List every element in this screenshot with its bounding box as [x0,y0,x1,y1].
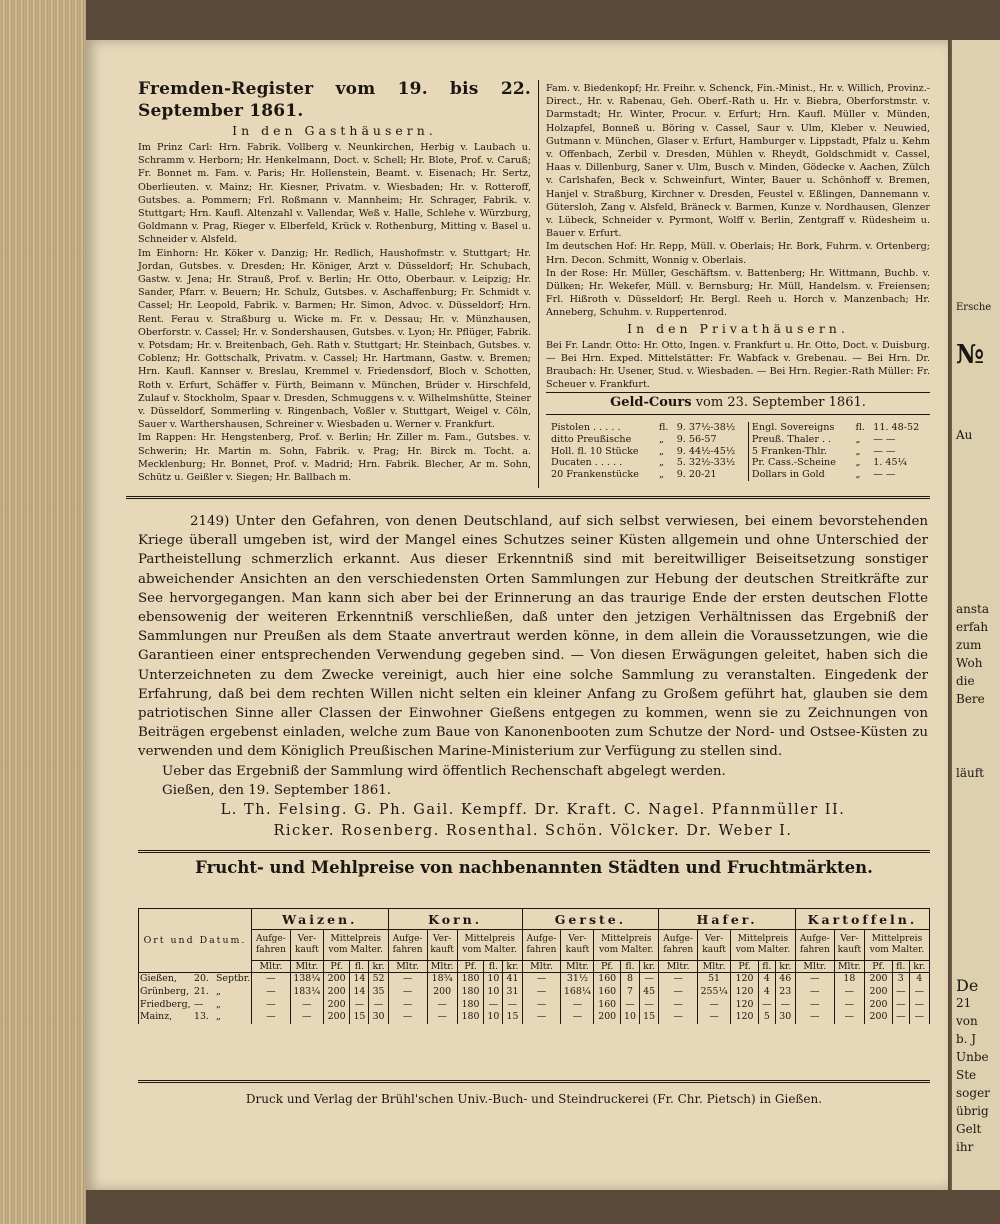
price-cell: 41 [503,973,522,986]
fremden-register-right-column [546,82,930,391]
group-waizen: Waizen. [252,909,389,930]
price-cell: 18 [834,973,864,986]
price-cell: — [698,999,731,1012]
subheader-mittel: Mittelpreis vom Malter. [731,930,796,961]
prices-title: Frucht- und Mehlpreise von nachbenannten Städten und Fruchtmärkten. [195,858,873,877]
facing-line: soger [956,1086,990,1100]
section-rule-3 [138,1080,930,1083]
geld-rule-mid [546,414,930,415]
geld-cours-title-main: Geld-Cours [610,395,692,410]
notice-date: Gießen, den 19. September 1861. [162,782,392,798]
subheader-ver: Ver-kauft [561,930,594,961]
subheader-mittel: Mittelpreis vom Malter. [864,930,929,961]
price-cell: — [388,1011,427,1024]
price-cell: — [909,986,929,999]
price-cell: — [775,999,795,1012]
geld-cours-cell-val2: 1. 45¼ [873,457,907,469]
price-cell: — [795,986,834,999]
price-cell: — [909,999,929,1012]
price-cell: — [561,999,594,1012]
price-cell: 18¾ [427,973,457,986]
notice-signatures-line-2: Ricker. Rosenberg. Rosenthal. Schön. Völcker. Dr. Weber I. [273,823,793,840]
price-cell: 180 [457,1011,484,1024]
geld-cours-cell-val: 9. 56-57 [676,433,717,445]
unit-header-mltr: Mltr. [659,961,698,973]
geld-cours-cell-cur2: „ [855,445,861,457]
price-row-tag: 20. [194,973,209,984]
unit-header-kr: kr. [369,961,388,973]
price-cell: 14 [350,986,369,999]
price-row-mon: „ [216,998,221,1010]
price-cell: 200 [864,999,892,1012]
column-divider [538,80,539,488]
geld-cours-table [548,422,930,481]
price-row-mon: „ [216,985,221,997]
privathaeuser-heading: In den Privathäusern. [627,320,849,336]
geld-cours-cell-val: 5. 32½-33½ [676,457,736,469]
price-cell: 8 [620,973,639,986]
price-cell: 46 [775,973,795,986]
subheader-ver: Ver-kauft [290,930,323,961]
facing-line: Bere [956,692,985,706]
fremden-register-title: Fremden-Register vom 19. bis 22. September 1861. [138,79,531,121]
geld-cours-cell-cur2: „ [855,433,861,445]
price-cell: 52 [369,973,388,986]
price-cell: — [427,999,457,1012]
price-cell: 10 [620,1011,639,1024]
geld-cours-cell-cur2: fl. [855,422,865,433]
price-cell: — [522,1011,561,1024]
unit-header-mltr: Mltr. [795,961,834,973]
section-rule-1 [126,496,930,499]
price-cell: — [759,999,776,1012]
price-cell: 45 [639,986,658,999]
imprint-footer: Druck und Verlag der Brühl'schen Univ.-Buch- und Steindruckerei (Fr. Chr. Pietsch) in Gießen. [245,1092,823,1106]
notice-2149 [138,512,928,842]
facing-line: ihr [956,1140,974,1154]
price-cell: — [252,1011,291,1024]
price-row [139,973,930,986]
price-cell: — [909,1011,929,1024]
geld-cours-cell-name2: Engl. Sovereigns [748,422,852,434]
unit-header-fl: fl. [620,961,639,973]
price-row-mon: Septbr. [216,973,251,984]
facing-page-fragment [950,40,1000,1190]
price-cell: 15 [350,1011,369,1024]
notice-body: 2149) Unter den Gefahren, von denen Deutschland, auf sich selbst verwiesen, bei einem bevorstehenden Kriege überall umgeben ist, wird der Mangel eines Schutzes seiner Küsten allgemein und ohne Unterschied der Partheistellung schmerzlich erkannt. Aus dieser Erkenntniß sind mit bereitwilliger Beiseitsetzung sonstiger abweichender Ansichten an den verschiedensten Orten Sammlungen zur Hebung der deutschen Streitkräfte zur See hervorgegangen. Man kann sich aber bei der Erinnerung an das traurige Ende der ersten deutschen Flotte ebensowenig der weiteren Erkenntniß verschließen, daß unter den jetzigen Verhältnissen das Ergebniß der Sammlungen nur Preußen als dem Staate anvertraut werden könne, in dem allein die Voraussetzungen, wie die Garantieen einer entsprechenden Verwendung gegeben sind. — Von diesen Erwägungen geleitet, haben sich die Unterzeichneten zu dem Zwecke vereinigt, auch hier eine solche Sammlung zu veranstalten. Eingedenk der Erfahrung, daß bei dem rechten Willen nicht selten ein kleiner Anfang zu Großem geführt hat, glauben sie dem patriotischen Sinne aller Classen der Einwohner Gießens entgegen zu kommen, wenn sie zu Zeichnungen von Beiträgen ergebenst einladen, welche zum Baue von Kanonenbooten zum Schutze der Nord- und Ostsee-Küsten zu verwenden und dem Königlich Preußischen Marine-Ministerium zur Verfügung zu stellen sind. [138,514,928,760]
facing-line: b. J [956,1032,977,1046]
geld-cours-title-date: vom 23. September 1861. [695,395,866,410]
subheader-ver: Ver-kauft [698,930,731,961]
group-korn: Korn. [388,909,522,930]
price-row-tag: — [194,998,204,1010]
price-cell: — [659,973,698,986]
price-cell: 200 [864,1011,892,1024]
geld-cours-cell-name: Ducaten . . . . . [551,457,623,469]
price-cell: 138¼ [290,973,323,986]
price-row-ort [139,986,252,999]
subheader-mittel: Mittelpreis vom Malter. [594,930,659,961]
subheader-aufge: Aufge-fahren [252,930,291,961]
price-cell: 255¼ [698,986,731,999]
price-cell: 120 [731,973,759,986]
facing-line: ansta [956,602,990,616]
price-cell: — [795,1011,834,1024]
geld-cours-cell-val2: — — [873,433,896,445]
subheader-ver: Ver-kauft [834,930,864,961]
subheader-ver: Ver-kauft [427,930,457,961]
price-cell: 10 [484,986,503,999]
facing-line: übrig [956,1104,989,1118]
unit-header-pf: Pf. [864,961,892,973]
unit-header-mltr: Mltr. [290,961,323,973]
unit-header-fl: fl. [350,961,369,973]
price-cell: — [834,986,864,999]
price-cell: 160 [594,973,621,986]
price-cell: 120 [731,1011,759,1024]
price-cell: — [522,999,561,1012]
price-cell: — [795,973,834,986]
price-cell: 180 [457,986,484,999]
price-cell: — [290,999,323,1012]
geld-cours-cell-val2: — — [873,469,896,481]
price-cell: — [252,986,291,999]
price-cell: — [698,1011,731,1024]
geld-cours-cell-cur2: „ [855,469,861,481]
geld-cours-cell-name2: Preuß. Thaler . . [748,434,852,446]
subheader-mittel: Mittelpreis vom Malter. [457,930,522,961]
price-row-tag: 13. [194,1011,209,1023]
unit-header-kr: kr. [909,961,929,973]
price-cell: 200 [323,973,350,986]
geld-cours-row [548,457,930,469]
price-cell: — [892,1011,909,1024]
geld-cours-cell-cur: „ [658,433,664,445]
geld-cours-cell-name: ditto Preußische [551,433,632,445]
price-cell: 10 [484,973,503,986]
unit-header-mltr: Mltr. [561,961,594,973]
price-cell: 23 [775,986,795,999]
price-cell: — [522,973,561,986]
unit-header-mltr: Mltr. [252,961,291,973]
price-cell: 200 [323,999,350,1012]
price-row-ort: Friedberg, [140,998,191,1010]
price-cell: — [290,1011,323,1024]
geld-cours-cell-cur: „ [658,469,664,481]
price-row [139,1011,930,1024]
geld-cours-row [548,434,930,446]
geld-cours-row [548,446,930,458]
geld-cours-cell-val2: — — [873,445,896,457]
price-cell: — [369,999,388,1012]
price-cell: — [892,986,909,999]
price-cell: 35 [369,986,388,999]
price-cell: 30 [775,1011,795,1024]
group-kartoffeln: Kartoffeln. [795,909,929,930]
fruchtpreise-table [138,908,930,1024]
price-cell: 10 [484,1011,503,1024]
geld-cours-title [546,395,930,410]
geld-cours-cell-val: 9. 20-21 [676,469,717,481]
price-row-ort: Gießen, [140,973,177,984]
entry-rose: In der Rose: Hr. Müller, Geschäftsm. v. Battenberg; Hr. Wittmann, Buchb. v. Dülken; Hr. Wekefer, Müll. v. Bernsburg; Hr. Müll, Handelsm. v. Freiensen; Frl. Hißroth v. Düsseldorf; Hr. Bergl. Reeh u. Horch v. Manzenbach; Hr. Anneberg, Schuhm. v. Ruppertenrod. [546,267,930,319]
price-cell: 30 [369,1011,388,1024]
facing-line: Ersche [956,302,992,313]
entry-einhorn: Im Einhorn: Hr. Köker v. Danzig; Hr. Redlich, Haushofmstr. v. Stuttgart; Hr. Jordan, Gutsbes. v. Dresden; Hr. Königer, Arzt v. Düsseldorf; Hr. Schubach, Gastw. v. Jena; Hr. Strauß, Prof. v. Berlin; Hr. Otto, Oberbaur. v. Leipzig; Hr. Sander, Pfarr. v. Beuern; Hr. Schulz, Gutsbes. v. Aschaffenburg; Fr. Schmidt v. Cassel; Hr. Leopold, Fabrik. v. Barmen; Hr. Simon, Advoc. v. Düsseldorf; Hrn. Rent. Ferau v. Straßburg u. Wicke m. Fr. v. Dessau; Hr. v. Münzhausen, Oberforstr. v. Cassel; Hr. v. Sondershausen, Gutsbes. v. Lyon; Hr. Pflüger, Fabrik. v. Potsdam; Hr. v. Breitenbach, Geh. Rath v. Stuttgart; Hr. Steinbach, Gutsbes. v. Coblenz; Hr. Gottschalk, Privatm. v. Cassel; Hr. Hartmann, Gastw. v. Bremen; Hrn. Kaufl. Kannser v. Breslau, Kremmel v. Friedensdorf, Bloch v. Schotten, Roth v. Erfurt, Schäffer v. Fürth, Beimann v. München, Brüder v. Hirschfeld, Zulauf v. Stockholm, Spaar v. Dresden, Schmuggens v. v. Wilhelmshütte, Steiner v. Düsseldorf, Sommerling v. Ringenbach, Voßler v. Stuttgart, Weigel v. Cöln, Sauer v. Warthershausen, Schreiner v. Wiesbaden u. Werner v. Frankfurt. [138,247,531,431]
price-cell: — [484,999,503,1012]
unit-header-pf: Pf. [323,961,350,973]
ort-datum-header: Ort und Datum. [139,909,252,973]
price-cell: 180 [457,973,484,986]
geld-cours-cell-name: Pistolen . . . . . [551,422,621,433]
unit-header-mltr: Mltr. [834,961,864,973]
geld-cours-cell-cur: „ [658,445,664,457]
entry-rappen: Im Rappen: Hr. Hengstenberg, Prof. v. Berlin; Hr. Ziller m. Fam., Gutsbes. v. Schwerin; Hr. Martin m. Sohn, Fabrik. v. Prag; Hr. Birck m. Tocht. a. Mecklenburg; Hr. Bonnet, Prof. v. Madrid; Hrn. Fabrik. Blecher, Ar m. Sohn, Schütz u. Geißler v. Siegen; Hr. Ballbach m. [138,432,531,484]
price-cell: — [659,1011,698,1024]
price-cell: — [659,986,698,999]
price-cell: 200 [323,1011,350,1024]
unit-header-mltr: Mltr. [698,961,731,973]
price-cell: 200 [427,986,457,999]
price-cell: 4 [759,986,776,999]
price-cell: 4 [759,973,776,986]
facing-line: zum [956,638,982,652]
price-cell: 51 [698,973,731,986]
entry-deutscher-hof: Im deutschen Hof: Hr. Repp, Müll. v. Oberlais; Hr. Bork, Fuhrm. v. Ortenberg; Hrn. Decon. Schmitt, Wonnig v. Oberlais. [546,241,930,266]
unit-header-kr: kr. [639,961,658,973]
price-cell: 7 [620,986,639,999]
facing-line: erfah [956,620,989,634]
subheader-aufge: Aufge-fahren [795,930,834,961]
price-cell: 15 [503,1011,522,1024]
price-cell: 31 [503,986,522,999]
geld-cours-row [548,469,930,481]
geld-cours-cell-val: 9. 44½-45½ [676,445,736,457]
price-cell: — [834,1011,864,1024]
price-cell: 120 [731,999,759,1012]
subheader-aufge: Aufge-fahren [522,930,561,961]
geld-cours-cell-name2: Pr. Cass.-Scheine [748,457,852,469]
subheader-mittel: Mittelpreis vom Malter. [323,930,388,961]
price-cell: — [388,973,427,986]
price-cell: — [252,999,291,1012]
fremden-register-left-column [138,78,531,484]
price-cell: — [561,1011,594,1024]
geld-rule-top [546,392,930,393]
price-row-tag: 21. [194,985,209,997]
notice-result-line: Ueber das Ergebniß der Sammlung wird öffentlich Rechenschaft abgelegt werden. [162,763,726,779]
price-cell: 160 [594,999,621,1012]
geld-cours-cell-name2: Dollars in Gold [748,469,852,481]
facing-line: von [956,1014,978,1028]
price-cell: 5 [759,1011,776,1024]
price-cell: 4 [909,973,929,986]
price-cell: 200 [323,986,350,999]
facing-line: № [956,340,985,370]
geld-cours-cell-val2: 11. 48-52 [873,422,920,433]
entry-prinz-carl: Im Prinz Carl: Hrn. Fabrik. Vollberg v. Neunkirchen, Herbig v. Laubach u. Schramm v. Herborn; Hr. Henkelmann, Doct. v. Schell; Hr. Blote, Prof. v. Caruß; Fr. Bonnet m. Fam. v. Paris; Hr. Hollenstein, Beamt. v. Eisenach; Hr. Sertz, Oberlieuten. v. Mainz; Hr. Kiesner, Privatm. v. Wiesbaden; Hr. v. Rotteroff, Gutsbes. a. Pommern; Frl. Roßmann v. Mannheim; Hr. Schrager, Fabrik. v. Stuttgart; Hrn. Kaufl. Altenzahl v. Vallendar, Weß v. Halle, Schlehe v. Würzburg, Goldmann v. Prag, Rieger v. Elberfeld, Krück v. Rothenburg, Mitting v. Basel u. Schneider v. Alsfeld. [138,142,531,246]
price-cell: — [892,999,909,1012]
price-cell: — [388,999,427,1012]
price-row-ort [139,1011,252,1024]
geld-cours-cell-cur: fl. [658,422,669,433]
price-cell: — [795,999,834,1012]
price-cell: 180 [457,999,484,1012]
price-row-mon: „ [216,1011,221,1023]
unit-header-mltr: Mltr. [427,961,457,973]
price-row-ort: Mainz, [140,1011,173,1023]
price-cell: — [503,999,522,1012]
geld-cours-cell-name: Holl. fl. 10 Stücke [551,445,639,457]
unit-header-kr: kr. [775,961,795,973]
price-cell: 14 [350,973,369,986]
price-cell: 183¼ [290,986,323,999]
price-cell: — [659,999,698,1012]
facing-line: Gelt [956,1122,982,1136]
geld-cours-cell-val: 9. 37½-38½ [676,422,736,433]
entry-privathaeuser: Bei Fr. Landr. Otto: Hr. Otto, Ingen. v. Frankfurt u. Hr. Otto, Doct. v. Duisburg. — Bei Hrn. Exped. Mittelstätter: Fr. Wabfack v. Grebenau. — Bei Hrn. Dr. Braubach: Hr. Usener, Stud. v. Wiesbaden. — Bei Hrn. Regier.-Rath Müller: Fr. Scheuer v. Frankfurt. [546,339,930,391]
facing-line: De [956,976,979,995]
facing-line: läuft [956,766,984,780]
price-cell: — [252,973,291,986]
geld-cours-cell-name2: 5 Franken-Thlr. [748,446,852,458]
price-cell: 168¼ [561,986,594,999]
group-hafer: Hafer. [659,909,796,930]
price-cell: — [639,999,658,1012]
price-cell: 200 [594,1011,621,1024]
price-cell: 160 [594,986,621,999]
facing-line: Ste [956,1068,977,1082]
geld-cours-cell-name: 20 Frankenstücke [551,469,639,481]
unit-header-kr: kr. [503,961,522,973]
price-cell: 200 [864,986,892,999]
price-cell: — [620,999,639,1012]
unit-header-pf: Pf. [457,961,484,973]
geld-cours-cell-cur2: „ [855,457,861,469]
geld-cours-row [548,422,930,434]
price-row [139,999,930,1012]
unit-header-fl: fl. [759,961,776,973]
price-row-ort [139,999,252,1012]
book-page-edges [0,0,86,1224]
notice-signatures-line-1: L. Th. Felsing. G. Ph. Gail. Kempff. Dr. Kraft. C. Nagel. Pfannmüller II. [220,802,846,819]
facing-line: die [956,674,975,688]
facing-line: 21 [956,996,972,1010]
unit-header-pf: Pf. [731,961,759,973]
entry-continuation: Fam. v. Biedenkopf; Hr. Freihr. v. Schenck, Fin.-Minist., Hr. v. Willich, Provinz.-Direct., Hr. v. Rabenau, Geh. Oberf.-Rath u. Hr. v. Biebra, Oberforstmstr. v. Darmstadt; Hr. Winter, Procur. v. Erfurt; Hrn. Kaufl. Müller v. Münden, Holzapfel, Bonneß u. Böring v. Cassel, Saur v. Ulm, Kleber v. Neuwied, Gutmann v. München, Glaser v. Erfurt, Hamburger v. Lippstadt, Pfalz u. Kehm v. Offenbach, Zerbil v. Dresden, Mühlen v. Rheydt, Goldschmidt v. Cassel, Haas v. Dillenburg, Saner v. Ulm, Busch v. Minden, Gödecke v. Aachen, Zülch v. Carlshafen, Beck v. Schweinfurt, Winter, Bauer u. Schönhoff v. Bremen, Hanjel v. Straßburg, Kirchner v. Dresden, Feustel v. Eßlingen, Dannemann v. Gütersloh, Zang v. Alsfeld, Bräneck v. Barmen, Kunze v. Nordhausen, Glenzer v. Lübeck, Schneider v. Pyrmont, Wolff v. Berlin, Zentgraff v. Rüdesheim u. Bauer v. Erfurt. [546,83,930,240]
price-cell: 3 [892,973,909,986]
gasthaeuser-heading: In den Gasthäusern. [232,123,437,138]
unit-header-mltr: Mltr. [522,961,561,973]
price-row-ort: Grünberg, [140,985,190,997]
price-cell: — [639,973,658,986]
facing-line: Unbe [956,1050,989,1064]
unit-header-mltr: Mltr. [388,961,427,973]
group-gerste: Gerste. [522,909,659,930]
unit-header-fl: fl. [892,961,909,973]
price-cell: 200 [864,973,892,986]
price-cell: — [427,1011,457,1024]
unit-header-fl: fl. [484,961,503,973]
price-cell: — [388,986,427,999]
price-cell: 120 [731,986,759,999]
price-cell: 15 [639,1011,658,1024]
newspaper-page [86,40,948,1190]
price-cell: — [834,999,864,1012]
price-cell: 31½ [561,973,594,986]
facing-line: Woh [956,656,983,670]
unit-header-pf: Pf. [594,961,621,973]
price-cell: — [522,986,561,999]
geld-cours-cell-cur: „ [658,457,664,469]
subheader-aufge: Aufge-fahren [388,930,427,961]
price-row [139,986,930,999]
facing-line: Au [956,428,973,442]
subheader-aufge: Aufge-fahren [659,930,698,961]
price-row-ort [139,973,252,986]
price-cell: — [350,999,369,1012]
section-rule-2 [138,850,930,853]
